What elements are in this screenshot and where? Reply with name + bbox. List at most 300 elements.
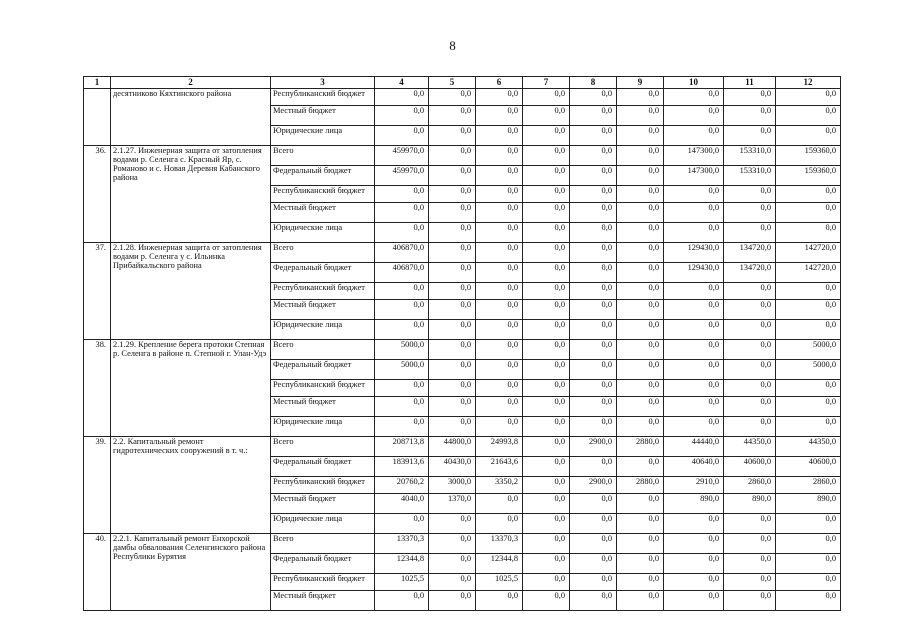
value-cell: 0,0 [523, 203, 570, 223]
value-cell: 0,0 [570, 89, 617, 106]
value-cell: 0,0 [664, 126, 724, 146]
item-name: 2.1.28. Инженерная защита от затопления водами р. Селенга у с. Ильинка Прибайкальского района [111, 243, 271, 340]
value-cell: 0,0 [375, 126, 429, 146]
value-cell: 0,0 [776, 300, 841, 320]
value-cell: 0,0 [429, 146, 476, 166]
value-cell: 0,0 [523, 437, 570, 457]
value-cell: 0,0 [664, 223, 724, 243]
value-cell: 21643,6 [476, 457, 523, 477]
value-cell: 0,0 [570, 203, 617, 223]
value-cell: 0,0 [724, 89, 776, 106]
value-cell: 0,0 [570, 591, 617, 611]
value-cell: 0,0 [523, 457, 570, 477]
value-cell: 13370,3 [375, 534, 429, 554]
col-header: 12 [776, 77, 841, 89]
value-cell: 0,0 [570, 360, 617, 380]
value-cell: 153310,0 [724, 166, 776, 186]
value-cell: 0,0 [617, 397, 664, 417]
value-cell: 0,0 [664, 591, 724, 611]
value-cell: 0,0 [724, 591, 776, 611]
value-cell: 0,0 [523, 106, 570, 126]
value-cell: 0,0 [617, 166, 664, 186]
value-cell: 0,0 [776, 89, 841, 106]
value-cell: 0,0 [429, 106, 476, 126]
value-cell: 183913,6 [375, 457, 429, 477]
value-cell: 0,0 [724, 574, 776, 591]
value-cell: 0,0 [664, 203, 724, 223]
funding-source: Федеральный бюджет [271, 263, 375, 283]
value-cell: 890,0 [776, 494, 841, 514]
value-cell: 0,0 [429, 243, 476, 263]
value-cell: 0,0 [617, 223, 664, 243]
value-cell: 0,0 [375, 283, 429, 300]
value-cell: 142720,0 [776, 243, 841, 263]
item-name: 2.1.27. Инженерная защита от затопления водами р. Селенга с. Красный Яр, с. Романово и с. Новая Деревня Кабанского района [111, 146, 271, 243]
value-cell: 0,0 [429, 591, 476, 611]
value-cell: 0,0 [429, 514, 476, 534]
value-cell: 129430,0 [664, 263, 724, 283]
value-cell: 0,0 [617, 417, 664, 437]
value-cell: 159360,0 [776, 166, 841, 186]
value-cell: 44800,0 [429, 437, 476, 457]
value-cell: 0,0 [429, 417, 476, 437]
value-cell: 0,0 [429, 360, 476, 380]
item-name: 2.1.29. Крепление берега протоки Степная р. Селенга в районе п. Степной г. Улан-Удэ [111, 340, 271, 437]
value-cell: 0,0 [776, 126, 841, 146]
value-cell: 0,0 [476, 340, 523, 360]
value-cell: 0,0 [724, 126, 776, 146]
value-cell: 0,0 [523, 166, 570, 186]
value-cell: 0,0 [617, 494, 664, 514]
value-cell: 2860,0 [724, 477, 776, 494]
value-cell: 0,0 [724, 417, 776, 437]
value-cell: 0,0 [476, 494, 523, 514]
col-header: 7 [523, 77, 570, 89]
value-cell: 44350,0 [724, 437, 776, 457]
value-cell: 0,0 [570, 380, 617, 397]
value-cell: 0,0 [776, 203, 841, 223]
item-name: 2.2.1. Капитальный ремонт Енхорской дамбы обвалования Селенгинского района Республики Бурятия [111, 534, 271, 611]
value-cell: 0,0 [570, 534, 617, 554]
value-cell: 0,0 [776, 186, 841, 203]
value-cell: 0,0 [375, 591, 429, 611]
item-number: 38. [84, 340, 111, 437]
value-cell: 0,0 [476, 223, 523, 243]
item-number: 39. [84, 437, 111, 534]
value-cell: 0,0 [617, 591, 664, 611]
value-cell: 0,0 [724, 320, 776, 340]
value-cell: 0,0 [724, 380, 776, 397]
value-cell: 0,0 [429, 534, 476, 554]
value-cell: 0,0 [776, 417, 841, 437]
value-cell: 0,0 [724, 397, 776, 417]
value-cell: 0,0 [429, 186, 476, 203]
value-cell: 0,0 [375, 89, 429, 106]
value-cell: 0,0 [476, 243, 523, 263]
value-cell: 0,0 [476, 263, 523, 283]
value-cell: 0,0 [523, 320, 570, 340]
value-cell: 0,0 [570, 126, 617, 146]
value-cell: 159360,0 [776, 146, 841, 166]
value-cell: 0,0 [570, 106, 617, 126]
value-cell: 12344,8 [476, 554, 523, 574]
value-cell: 0,0 [523, 591, 570, 611]
value-cell: 0,0 [617, 457, 664, 477]
header-row [84, 77, 841, 89]
col-header: 5 [429, 77, 476, 89]
value-cell: 153310,0 [724, 146, 776, 166]
value-cell: 0,0 [664, 574, 724, 591]
value-cell: 0,0 [617, 340, 664, 360]
value-cell: 1025,5 [476, 574, 523, 591]
value-cell: 40600,0 [724, 457, 776, 477]
value-cell: 20760,2 [375, 477, 429, 494]
value-cell: 0,0 [664, 514, 724, 534]
value-cell: 24993,8 [476, 437, 523, 457]
value-cell: 0,0 [776, 574, 841, 591]
funding-source: Местный бюджет [271, 397, 375, 417]
item-number: 37. [84, 243, 111, 340]
item-name: десятниково Кяхтинского района [111, 89, 271, 146]
value-cell: 0,0 [523, 380, 570, 397]
value-cell: 0,0 [523, 514, 570, 534]
page-number: 8 [449, 38, 456, 53]
value-cell: 0,0 [570, 146, 617, 166]
value-cell: 0,0 [617, 146, 664, 166]
value-cell: 0,0 [476, 89, 523, 106]
value-cell: 0,0 [664, 340, 724, 360]
value-cell: 0,0 [570, 283, 617, 300]
value-cell: 0,0 [476, 126, 523, 146]
value-cell: 0,0 [429, 300, 476, 320]
value-cell: 0,0 [476, 203, 523, 223]
col-header: 6 [476, 77, 523, 89]
value-cell: 0,0 [570, 457, 617, 477]
value-cell: 0,0 [776, 320, 841, 340]
budget-table [83, 76, 841, 611]
funding-source: Федеральный бюджет [271, 360, 375, 380]
value-cell: 5000,0 [375, 340, 429, 360]
value-cell: 0,0 [617, 554, 664, 574]
value-cell: 0,0 [523, 243, 570, 263]
value-cell: 0,0 [570, 554, 617, 574]
value-cell: 4040,0 [375, 494, 429, 514]
value-cell: 0,0 [375, 106, 429, 126]
table-row [84, 534, 841, 554]
value-cell: 0,0 [429, 203, 476, 223]
value-cell: 0,0 [664, 283, 724, 300]
value-cell: 0,0 [724, 554, 776, 574]
value-cell: 406870,0 [375, 243, 429, 263]
funding-source: Местный бюджет [271, 591, 375, 611]
value-cell: 0,0 [429, 380, 476, 397]
item-number: 36. [84, 146, 111, 243]
funding-source: Юридические лица [271, 514, 375, 534]
value-cell: 0,0 [617, 300, 664, 320]
value-cell: 0,0 [724, 340, 776, 360]
col-header: 8 [570, 77, 617, 89]
value-cell: 0,0 [570, 340, 617, 360]
value-cell: 0,0 [523, 89, 570, 106]
value-cell: 0,0 [523, 300, 570, 320]
col-header: 2 [111, 77, 271, 89]
value-cell: 459970,0 [375, 146, 429, 166]
item-number [84, 89, 111, 146]
value-cell: 0,0 [476, 360, 523, 380]
funding-source: Юридические лица [271, 126, 375, 146]
value-cell: 0,0 [523, 534, 570, 554]
value-cell: 890,0 [724, 494, 776, 514]
value-cell: 0,0 [476, 283, 523, 300]
value-cell: 0,0 [476, 397, 523, 417]
value-cell: 890,0 [664, 494, 724, 514]
value-cell: 0,0 [523, 146, 570, 166]
value-cell: 0,0 [617, 360, 664, 380]
value-cell: 44440,0 [664, 437, 724, 457]
value-cell: 2910,0 [664, 477, 724, 494]
value-cell: 0,0 [476, 300, 523, 320]
value-cell: 0,0 [617, 126, 664, 146]
value-cell: 12344,8 [375, 554, 429, 574]
value-cell: 0,0 [375, 203, 429, 223]
value-cell: 0,0 [429, 223, 476, 243]
value-cell: 0,0 [776, 380, 841, 397]
value-cell: 0,0 [724, 514, 776, 534]
funding-source: Республиканский бюджет [271, 186, 375, 203]
value-cell: 0,0 [664, 300, 724, 320]
value-cell: 40640,0 [664, 457, 724, 477]
value-cell: 0,0 [523, 186, 570, 203]
funding-source: Федеральный бюджет [271, 457, 375, 477]
value-cell: 0,0 [570, 320, 617, 340]
value-cell: 0,0 [429, 126, 476, 146]
value-cell: 0,0 [476, 166, 523, 186]
value-cell: 0,0 [476, 106, 523, 126]
value-cell: 0,0 [724, 283, 776, 300]
funding-source: Всего [271, 146, 375, 166]
value-cell: 0,0 [776, 554, 841, 574]
value-cell: 0,0 [617, 320, 664, 340]
funding-source: Местный бюджет [271, 300, 375, 320]
value-cell: 129430,0 [664, 243, 724, 263]
value-cell: 406870,0 [375, 263, 429, 283]
funding-source: Федеральный бюджет [271, 554, 375, 574]
col-header: 10 [664, 77, 724, 89]
value-cell: 0,0 [523, 263, 570, 283]
funding-source: Всего [271, 243, 375, 263]
col-header: 11 [724, 77, 776, 89]
value-cell: 0,0 [776, 223, 841, 243]
value-cell: 0,0 [724, 360, 776, 380]
value-cell: 0,0 [523, 574, 570, 591]
value-cell: 0,0 [476, 417, 523, 437]
value-cell: 0,0 [570, 223, 617, 243]
value-cell: 0,0 [523, 417, 570, 437]
funding-source: Местный бюджет [271, 106, 375, 126]
value-cell: 0,0 [664, 417, 724, 437]
value-cell: 0,0 [776, 283, 841, 300]
value-cell: 0,0 [523, 494, 570, 514]
value-cell: 5000,0 [776, 360, 841, 380]
value-cell: 0,0 [724, 203, 776, 223]
value-cell: 0,0 [617, 89, 664, 106]
funding-source: Юридические лица [271, 320, 375, 340]
value-cell: 0,0 [375, 514, 429, 534]
value-cell: 0,0 [617, 534, 664, 554]
value-cell: 0,0 [476, 146, 523, 166]
value-cell: 0,0 [570, 166, 617, 186]
value-cell: 5000,0 [776, 340, 841, 360]
value-cell: 3350,2 [476, 477, 523, 494]
value-cell: 0,0 [617, 380, 664, 397]
value-cell: 0,0 [523, 360, 570, 380]
value-cell: 5000,0 [375, 360, 429, 380]
value-cell: 0,0 [523, 554, 570, 574]
value-cell: 0,0 [570, 574, 617, 591]
value-cell: 0,0 [617, 243, 664, 263]
funding-source: Местный бюджет [271, 494, 375, 514]
funding-source: Местный бюджет [271, 203, 375, 223]
funding-source: Республиканский бюджет [271, 89, 375, 106]
value-cell: 0,0 [724, 300, 776, 320]
value-cell: 2900,0 [570, 477, 617, 494]
value-cell: 0,0 [375, 300, 429, 320]
value-cell: 2900,0 [570, 437, 617, 457]
value-cell: 0,0 [375, 320, 429, 340]
value-cell: 134720,0 [724, 243, 776, 263]
value-cell: 0,0 [776, 397, 841, 417]
value-cell: 459970,0 [375, 166, 429, 186]
value-cell: 44350,0 [776, 437, 841, 457]
value-cell: 3000,0 [429, 477, 476, 494]
value-cell: 0,0 [476, 591, 523, 611]
value-cell: 0,0 [570, 494, 617, 514]
value-cell: 134720,0 [724, 263, 776, 283]
value-cell: 0,0 [664, 534, 724, 554]
value-cell: 0,0 [664, 320, 724, 340]
value-cell: 0,0 [570, 186, 617, 203]
funding-source: Юридические лица [271, 223, 375, 243]
value-cell: 0,0 [570, 514, 617, 534]
value-cell: 13370,3 [476, 534, 523, 554]
value-cell: 142720,0 [776, 263, 841, 283]
value-cell: 0,0 [523, 283, 570, 300]
value-cell: 0,0 [429, 283, 476, 300]
value-cell: 0,0 [429, 574, 476, 591]
col-header: 3 [271, 77, 375, 89]
item-name: 2.2. Капитальный ремонт гидротехнических сооружений в т. ч.: [111, 437, 271, 534]
value-cell: 0,0 [570, 300, 617, 320]
value-cell: 0,0 [617, 283, 664, 300]
value-cell: 0,0 [776, 534, 841, 554]
value-cell: 147300,0 [664, 146, 724, 166]
value-cell: 147300,0 [664, 166, 724, 186]
value-cell: 0,0 [776, 591, 841, 611]
value-cell: 0,0 [375, 397, 429, 417]
value-cell: 0,0 [476, 380, 523, 397]
value-cell: 0,0 [664, 89, 724, 106]
table-row [84, 89, 841, 106]
funding-source: Федеральный бюджет [271, 166, 375, 186]
value-cell: 0,0 [664, 380, 724, 397]
value-cell: 0,0 [429, 397, 476, 417]
value-cell: 0,0 [523, 477, 570, 494]
value-cell: 0,0 [724, 106, 776, 126]
funding-source: Республиканский бюджет [271, 574, 375, 591]
table-row [84, 437, 841, 457]
value-cell: 0,0 [375, 417, 429, 437]
funding-source: Всего [271, 534, 375, 554]
value-cell: 0,0 [617, 106, 664, 126]
value-cell: 0,0 [776, 106, 841, 126]
value-cell: 0,0 [664, 360, 724, 380]
funding-source: Юридические лица [271, 417, 375, 437]
value-cell: 40600,0 [776, 457, 841, 477]
funding-source: Всего [271, 437, 375, 457]
value-cell: 0,0 [429, 320, 476, 340]
funding-source: Республиканский бюджет [271, 477, 375, 494]
value-cell: 0,0 [476, 514, 523, 534]
value-cell: 0,0 [776, 514, 841, 534]
table-row [84, 243, 841, 263]
value-cell: 0,0 [375, 223, 429, 243]
value-cell: 0,0 [429, 340, 476, 360]
value-cell: 0,0 [724, 186, 776, 203]
value-cell: 0,0 [375, 380, 429, 397]
value-cell: 0,0 [664, 397, 724, 417]
value-cell: 208713,8 [375, 437, 429, 457]
value-cell: 0,0 [570, 397, 617, 417]
value-cell: 0,0 [523, 340, 570, 360]
value-cell: 2880,0 [617, 477, 664, 494]
value-cell: 0,0 [476, 320, 523, 340]
col-header: 9 [617, 77, 664, 89]
value-cell: 0,0 [523, 397, 570, 417]
value-cell: 0,0 [570, 263, 617, 283]
value-cell: 1025,5 [375, 574, 429, 591]
value-cell: 0,0 [724, 223, 776, 243]
item-number: 40. [84, 534, 111, 611]
value-cell: 2880,0 [617, 437, 664, 457]
funding-source: Всего [271, 340, 375, 360]
table-row [84, 340, 841, 360]
value-cell: 0,0 [664, 106, 724, 126]
value-cell: 0,0 [429, 554, 476, 574]
value-cell: 0,0 [724, 534, 776, 554]
value-cell: 0,0 [617, 514, 664, 534]
value-cell: 0,0 [570, 417, 617, 437]
value-cell: 2860,0 [776, 477, 841, 494]
value-cell: 0,0 [429, 89, 476, 106]
value-cell: 0,0 [570, 243, 617, 263]
value-cell: 0,0 [429, 263, 476, 283]
table-row [84, 146, 841, 166]
value-cell: 0,0 [664, 554, 724, 574]
value-cell: 0,0 [375, 186, 429, 203]
funding-source: Республиканский бюджет [271, 380, 375, 397]
value-cell: 1370,0 [429, 494, 476, 514]
value-cell: 0,0 [523, 126, 570, 146]
col-header: 4 [375, 77, 429, 89]
col-header: 1 [84, 77, 111, 89]
value-cell: 0,0 [617, 203, 664, 223]
value-cell: 0,0 [523, 223, 570, 243]
value-cell: 0,0 [617, 574, 664, 591]
value-cell: 0,0 [429, 166, 476, 186]
value-cell: 40430,0 [429, 457, 476, 477]
value-cell: 0,0 [617, 186, 664, 203]
funding-source: Республиканский бюджет [271, 283, 375, 300]
